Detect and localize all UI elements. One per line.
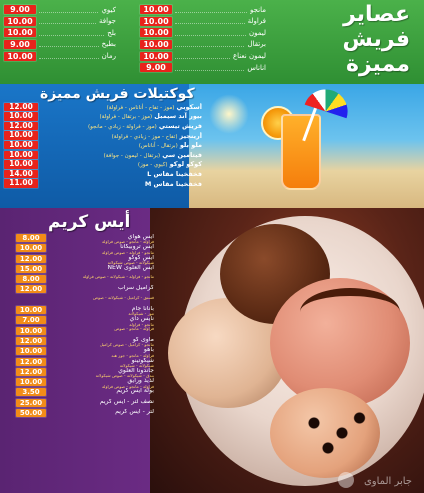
cocktails-list (4, 102, 204, 188)
list-item (16, 306, 156, 316)
price-badge: 10.00 (140, 52, 172, 61)
item-description: فستق - كراميل - شيكولاتة - صوص (93, 295, 154, 300)
price-badge: 10.00 (16, 244, 46, 252)
item-name: ماوى كو (132, 336, 154, 343)
item-name: بيور آند سيمبل (154, 112, 202, 121)
list-item (16, 285, 156, 295)
list-item (16, 337, 156, 347)
list-item (140, 39, 266, 50)
price-badge: 10.00 (4, 17, 36, 26)
item-description: فراولة - مانجو - صوص فراولة (101, 239, 154, 245)
item-description: فراولة - مانجو - صوص فراولة (101, 383, 154, 389)
list-item (4, 140, 204, 150)
item-name: باهو (143, 347, 154, 354)
item-description: مانجو - فراولة (129, 321, 154, 327)
item-description: فراولة - مانجو - جوز هند (111, 352, 154, 358)
price-badge: 10.00 (4, 52, 36, 61)
list-item (16, 234, 156, 244)
list-item (4, 102, 204, 112)
list-item (4, 121, 204, 131)
list-item (16, 368, 156, 378)
price-badge: 10.00 (4, 131, 38, 139)
list-item (4, 50, 116, 61)
watermark-logo-icon (338, 472, 354, 488)
list-item (140, 4, 266, 15)
list-item (140, 50, 266, 61)
item-description: مانجو - كراميل - صوص كراميل (99, 342, 154, 348)
item-description: (تفاح - موز - زبادي - فراولة) (111, 133, 178, 140)
item-description: مانجو - فراولة - شيكولاتة - صوص فراولة (82, 275, 154, 280)
juices-column-right (140, 4, 266, 73)
juices-column-left (4, 4, 116, 62)
list-item (140, 27, 266, 38)
list-item (4, 160, 204, 170)
list-item (4, 16, 116, 27)
item-description: (كيوي - موز) (137, 162, 168, 169)
item-name: بطيخ (101, 40, 116, 49)
list-item (140, 16, 266, 27)
item-name: أسكوبي (176, 102, 202, 111)
price-badge: 9.00 (140, 63, 172, 72)
price-badge: 15.00 (16, 265, 46, 273)
item-description: بندق - شيكولاتة - صوص شيكولاتة (95, 373, 154, 379)
price-badge: 10.00 (16, 306, 46, 314)
price-badge: 9.00 (4, 5, 36, 14)
list-item (16, 388, 156, 398)
list-item (4, 27, 116, 38)
item-name: جوافة (99, 17, 116, 26)
item-description: (برتقال - ليمون - جوافة) (103, 152, 161, 159)
list-item (16, 347, 156, 357)
item-name: ليمون نعناع (232, 52, 266, 60)
price-badge: 12.00 (4, 103, 38, 111)
item-name: كراميل سراب (117, 285, 154, 292)
item-name: جاندونا العلوي (118, 367, 154, 374)
sun-glow (209, 94, 249, 134)
price-badge: 12.00 (16, 337, 46, 345)
item-name: نصف لتر - أيس كريم (99, 398, 154, 405)
juice-glass-photo (189, 84, 424, 208)
juice-glass-icon (281, 114, 321, 190)
item-description: شيكولاتة - شيكولاتة (119, 362, 154, 368)
icecream-list (16, 234, 156, 419)
item-name: أيس هواي (127, 234, 154, 240)
item-description: شيكولاتة - صوص شيكولاتة (107, 260, 154, 265)
item-name: فراولة (247, 17, 266, 26)
item-name: أيس تروبيكانا (120, 244, 154, 251)
price-badge: 10.00 (4, 141, 38, 149)
watermark-text: جابر الماوى (363, 476, 412, 487)
list-item (4, 39, 116, 50)
price-badge: 10.00 (140, 5, 172, 14)
list-item (4, 179, 204, 189)
juices-title-line1: عصاير (343, 2, 410, 27)
item-name: فيتامين سي (162, 150, 202, 159)
item-name: فريش تيستي (158, 121, 202, 130)
chocolate-drizzle (300, 288, 400, 336)
item-description: (موز - تفاح - أناناس - فراولة) (106, 104, 175, 111)
item-name: اناناس (247, 63, 266, 72)
price-badge: 3.50 (16, 388, 46, 396)
list-item (16, 244, 156, 254)
price-badge: 12.00 (16, 368, 46, 376)
price-badge: 7.00 (16, 316, 46, 324)
cocktails-title: كوكتيلات فريش مميزة (40, 86, 195, 102)
list-item (16, 409, 156, 419)
price-badge: 8.00 (16, 275, 46, 283)
juices-title-line3: مميزة (345, 52, 410, 77)
price-badge: 10.00 (4, 151, 38, 159)
price-badge: 10.00 (16, 327, 46, 335)
item-name: ملو بلو (179, 141, 202, 150)
price-badge: 12.00 (16, 255, 46, 263)
icecream-section (0, 208, 424, 493)
price-badge: 12.00 (16, 358, 46, 366)
list-item (4, 112, 204, 122)
price-badge: 10.00 (140, 40, 172, 49)
item-name: أيس كوكو (128, 254, 154, 261)
list-item (16, 265, 156, 275)
price-badge: 25.00 (16, 399, 46, 407)
item-name: مانجو (250, 5, 266, 14)
item-name: كيوي (101, 5, 116, 14)
item-name: كوكو لوكو (169, 160, 202, 169)
item-name: فخفخينا مقاس L (147, 169, 202, 178)
list-item (16, 327, 156, 337)
item-description: (موز - فراولة - زبادي - مانجو) (87, 123, 157, 130)
price-badge: 10.00 (140, 17, 172, 26)
list-item (16, 296, 156, 306)
price-badge: 14.00 (4, 170, 38, 178)
item-name: رمان (101, 52, 116, 60)
price-badge: 11.00 (4, 179, 38, 187)
item-name: أرينجيز (179, 131, 202, 140)
item-name: ليمون (248, 28, 266, 37)
list-item (16, 275, 156, 285)
list-item (16, 378, 156, 388)
icecream-title: أيس كريم (48, 212, 131, 232)
juices-section (0, 0, 424, 84)
price-badge: 10.00 (4, 160, 38, 168)
item-name: بولة أيس كريم (116, 388, 154, 395)
item-name: نايس داي (129, 316, 154, 323)
item-description: موز - شيكولاتة (128, 311, 154, 317)
price-badge: 12.00 (4, 122, 38, 130)
price-badge: 8.00 (16, 234, 46, 242)
item-description: مانجو - فراولة - صوص فراولة (101, 249, 154, 255)
item-name: لذيذ ورايق (127, 378, 154, 385)
cherries-shape (300, 408, 370, 458)
list-item (16, 316, 156, 326)
icecream-photo (150, 208, 424, 493)
price-badge: 12.00 (16, 285, 46, 293)
price-badge: 10.00 (4, 28, 36, 37)
price-badge: 10.00 (140, 28, 172, 37)
list-item (16, 255, 156, 265)
item-name: لتر - أيس كريم (115, 409, 154, 416)
item-description: فراولة - مانجو - صوص (114, 326, 154, 331)
list-item (4, 4, 116, 15)
price-badge: 9.00 (4, 40, 36, 49)
list-item (16, 358, 156, 368)
item-name: أيس العلوى NEW (107, 264, 154, 271)
item-name: فخفخينا مقاس M (144, 179, 202, 188)
item-description: (موز - برتقال - فراولة) (99, 114, 153, 121)
list-item (4, 150, 204, 160)
list-item (4, 169, 204, 179)
price-badge: 50.00 (16, 409, 46, 417)
item-name: شيكوتينو (131, 357, 154, 364)
price-badge: 10.00 (16, 347, 46, 355)
price-badge: 10.00 (4, 112, 38, 120)
item-name: بلح (107, 28, 116, 37)
price-badge: 10.00 (16, 378, 46, 386)
list-item (4, 131, 204, 141)
item-name: برتقال (247, 40, 266, 49)
item-description: (برتقال - أناناس) (138, 143, 178, 150)
item-name: بانانا جام (131, 306, 154, 313)
cocktails-section (0, 84, 424, 208)
list-item (140, 62, 266, 73)
juices-title-line2: فريش (342, 27, 410, 52)
list-item (16, 399, 156, 409)
